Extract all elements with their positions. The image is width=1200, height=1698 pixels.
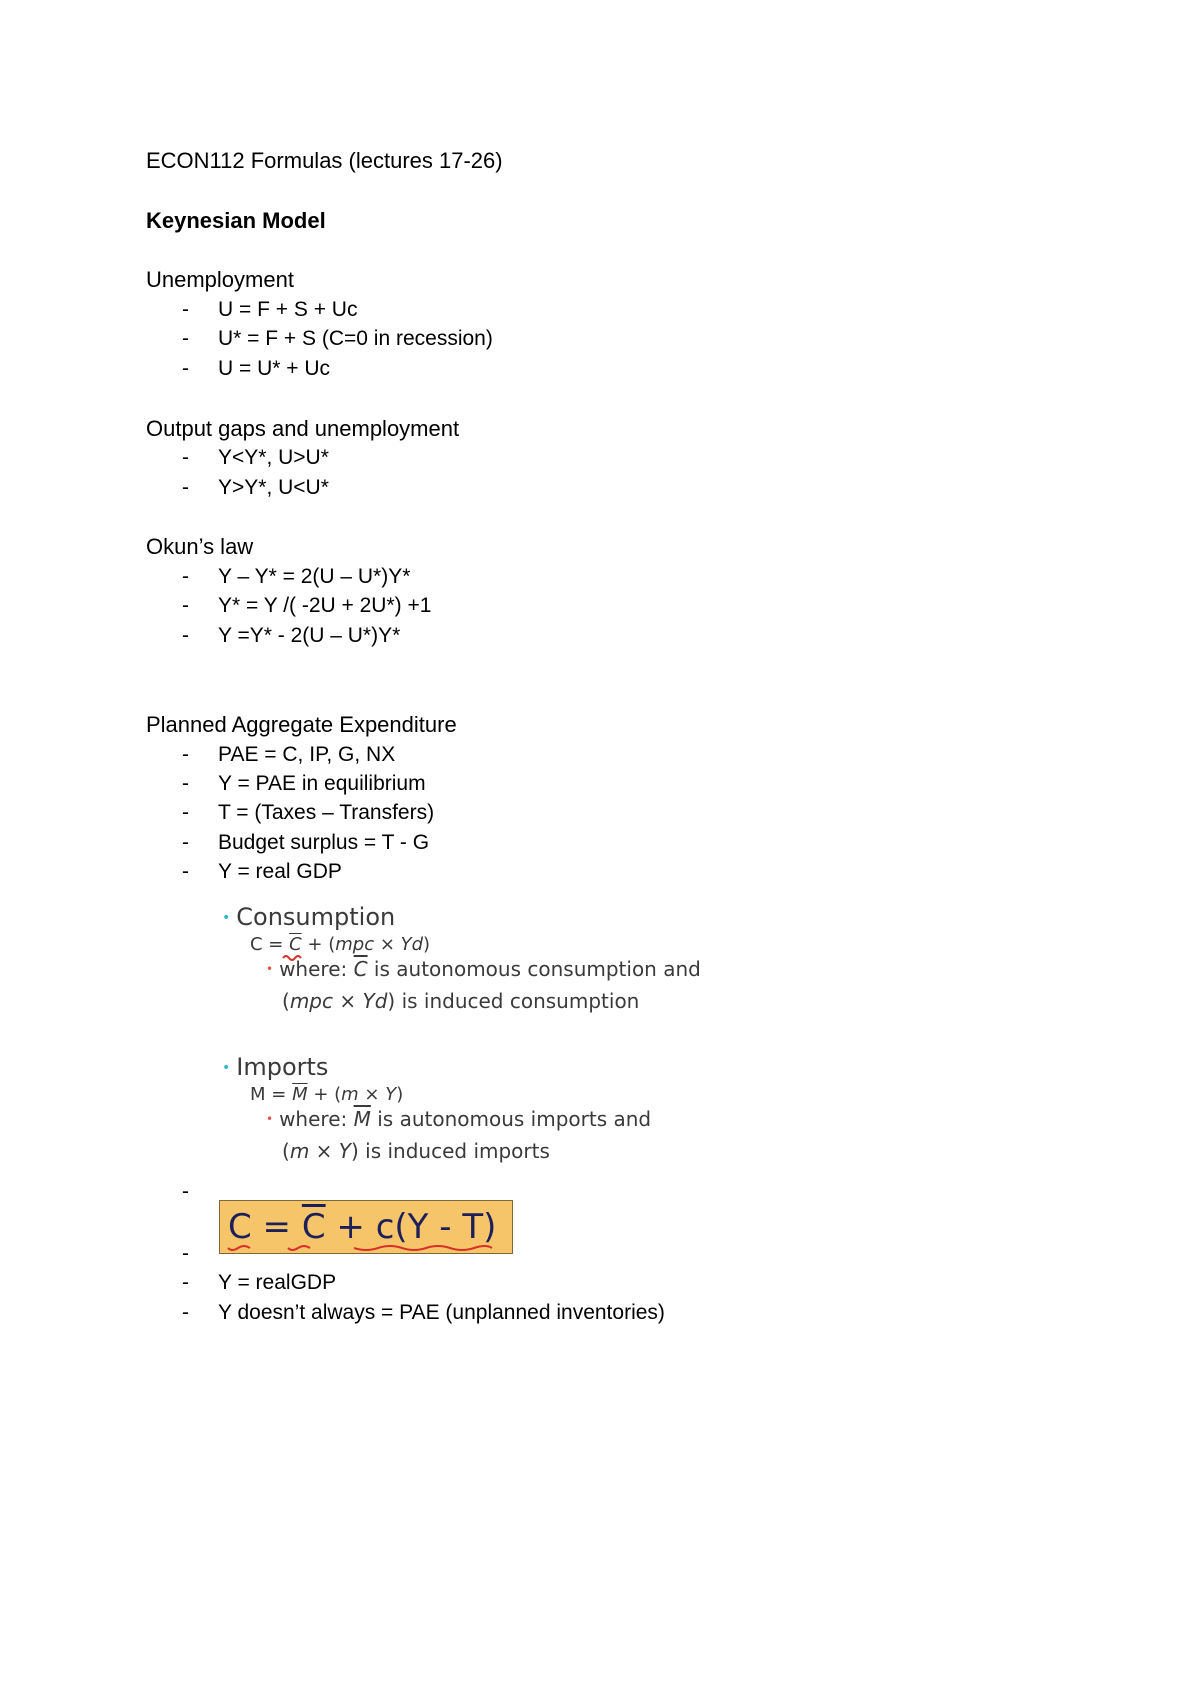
list-item: - T = (Taxes – Transfers) <box>182 801 435 824</box>
list-item: - Y* = Y /( -2U + 2U*) +1 <box>182 594 432 617</box>
spellcheck-squiggle-icon <box>226 1245 506 1253</box>
list-item: - Y = real GDP <box>182 860 342 883</box>
unemployment-heading: Unemployment <box>146 267 294 292</box>
list-item: - Y =Y* - 2(U – U*)Y* <box>182 624 401 647</box>
pae-heading: Planned Aggregate Expenditure <box>146 712 457 737</box>
bullet-icon: • <box>222 1060 231 1076</box>
imports-induced: (m × Y) is induced imports <box>282 1139 550 1163</box>
list-item: - PAE = C, IP, G, NX <box>182 743 396 766</box>
list-item: - Y = realGDP <box>182 1271 337 1294</box>
imports-formula: $M = \overline{M} + (m \times Y)$ <box>250 1084 404 1105</box>
list-item: - Y doesn’t always = PAE (unplanned inventories) <box>182 1301 665 1324</box>
document-title: ECON112 Formulas (lectures 17-26) <box>146 148 503 173</box>
consumption-formula-box <box>219 1200 513 1254</box>
list-item: - U* = F + S (C=0 in recession) <box>182 327 493 350</box>
bullet-icon: • <box>222 910 231 926</box>
consumption-formula-text: $C = \overline{C} + c(Y - T)$ <box>228 1207 497 1247</box>
section-heading: Keynesian Model <box>146 208 326 233</box>
consumption-formula: $C = \overline{C} + (mpc \times Yd)$ <box>250 934 431 955</box>
bullet-icon: • <box>266 962 274 976</box>
okun-heading: Okun’s law <box>146 534 254 559</box>
list-item: - Budget surplus = T - G <box>182 831 430 854</box>
list-item: - Y = PAE in equilibrium <box>182 772 426 795</box>
output-gaps-heading: Output gaps and unemployment <box>146 416 460 441</box>
consumption-where: • where: $\overline{C}$ is autonomous consumption and <box>266 957 701 981</box>
consumption-induced: (mpc × Yd) is induced consumption <box>282 989 640 1013</box>
consumption-slide-heading: • Consumption <box>222 903 396 931</box>
imports-slide-heading: • Imports <box>222 1053 329 1081</box>
list-item: - U = U* + Uc <box>182 357 331 380</box>
list-item: - <box>182 1242 189 1265</box>
list-item: - Y<Y*, U>U* <box>182 446 329 469</box>
list-item: - U = F + S + Uc <box>182 298 358 321</box>
list-item: - Y>Y*, U<U* <box>182 476 329 499</box>
list-item: - Y – Y* = 2(U – U*)Y* <box>182 565 411 588</box>
bullet-icon: • <box>266 1112 274 1126</box>
list-item: - <box>182 1180 189 1203</box>
imports-where: • where: $\overline{M}$ is autonomous imports and <box>266 1107 652 1131</box>
